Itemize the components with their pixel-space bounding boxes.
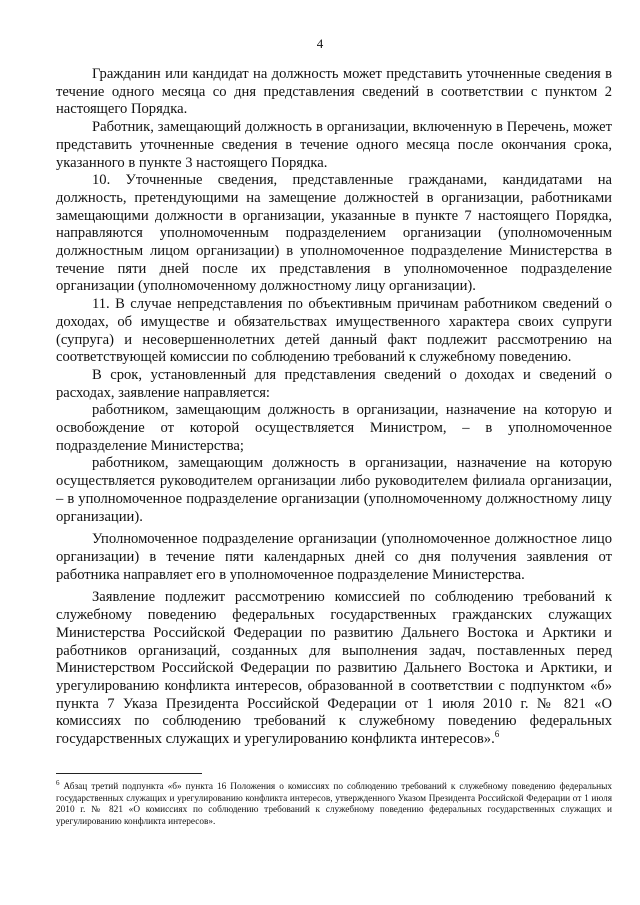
paragraph-deadline: В срок, установленный для представления сведений о доходах и сведений о расходах, заявление направляется:: [56, 366, 612, 401]
footnote-reference: 6: [494, 729, 500, 740]
paragraph-organization-appointee: работником, замещающим должность в организации, назначение на которую осуществляется руководителем организации либо руководителем филиала организации, – в уполномоченное подразделение организации (уполномоченному должностному лицу организации).: [56, 455, 612, 525]
paragraph-clarified-info-candidate: Гражданин или кандидат на должность может представить уточненные сведения в течение одного месяца со дня представления сведений в соответствии с пунктом 2 настоящего Порядка.: [56, 66, 612, 118]
footnote: [56, 778, 613, 828]
paragraph-clarified-info-employee: Работник, замещающий должность в организации, включенную в Перечень, может представить уточненные сведения в течение одного месяца после окончания срока, указанного в пункте 3 настоящего Порядка.: [56, 119, 612, 171]
paragraph-commission-review: [56, 589, 612, 748]
footnote-text: Абзац третий подпункта «б» пункта 16 Положения о комиссиях по соблюдению требований к служебному поведению федеральных государственных служащих и урегулированию конфликта интересов, утвержденного Указом Президента Российской Федерации от 1 июля 2010 г. № 821 «О комиссиях по соблюдению требований к служебному поведению федеральных государственных служащих и урегулированию конфликта интересов».: [56, 782, 613, 827]
paragraph-minister-appointee: работником, замещающим должность в организации, назначение на которую и освобождение от которой осуществляется Министром, – в уполномоченное подразделение Министерства;: [56, 402, 612, 454]
paragraph-forwarding: Уполномоченное подразделение организации (уполномоченное должностное лицо организации) в течение пяти календарных дней со дня получения заявления от работника направляет его в уполномоченное подразделение Министерства.: [56, 531, 612, 583]
paragraph-item-10: 10. Уточненные сведения, представленные гражданами, кандидатами на должность, претендующими на замещение должностей в организации, работниками замещающими должности в организации, указанные в пункте 7 настоящего Порядка, направляются уполномоченным подразделением организации (уполномоченным должностным лицом организации) в уполномоченное подразделение Министерства в течение пяти дней после их представления в уполномоченное подразделение организации (уполномоченному должностному лицу организации).: [56, 172, 612, 295]
footnote-mark: 6: [56, 778, 60, 787]
document-body: [56, 66, 612, 749]
page-number: 4: [316, 36, 324, 51]
footnote-separator: [56, 773, 202, 774]
paragraph-item-11: 11. В случае непредставления по объективным причинам работником сведений о доходах, об имуществе и обязательствах имущественного характера своих супруги (супруга) и несовершеннолетних детей данный факт подлежит рассмотрению на соответствующей комиссии по соблюдению требований к служебному поведению.: [56, 296, 612, 366]
paragraph-commission-review-text: Заявление подлежит рассмотрению комиссией по соблюдению требований к служебному поведению федеральных государственных гражданских служащих Министерства Российской Федерации по развитию Дальнего Востока и Арктики и работников организаций, созданных для выполнения задач, поставленных перед Министерством Российской Федерации по развитию Дальнего Востока и Арктики, и урегулированию конфликта интересов, образованной в соответствии с подпунктом «б» пункта 7 Указа Президента Российской Федерации от 1 июля 2010 г. № 821 «О комиссиях по соблюдению требований к служебному поведению федеральных государственных служащих и урегулированию конфликта интересов».: [56, 589, 612, 748]
